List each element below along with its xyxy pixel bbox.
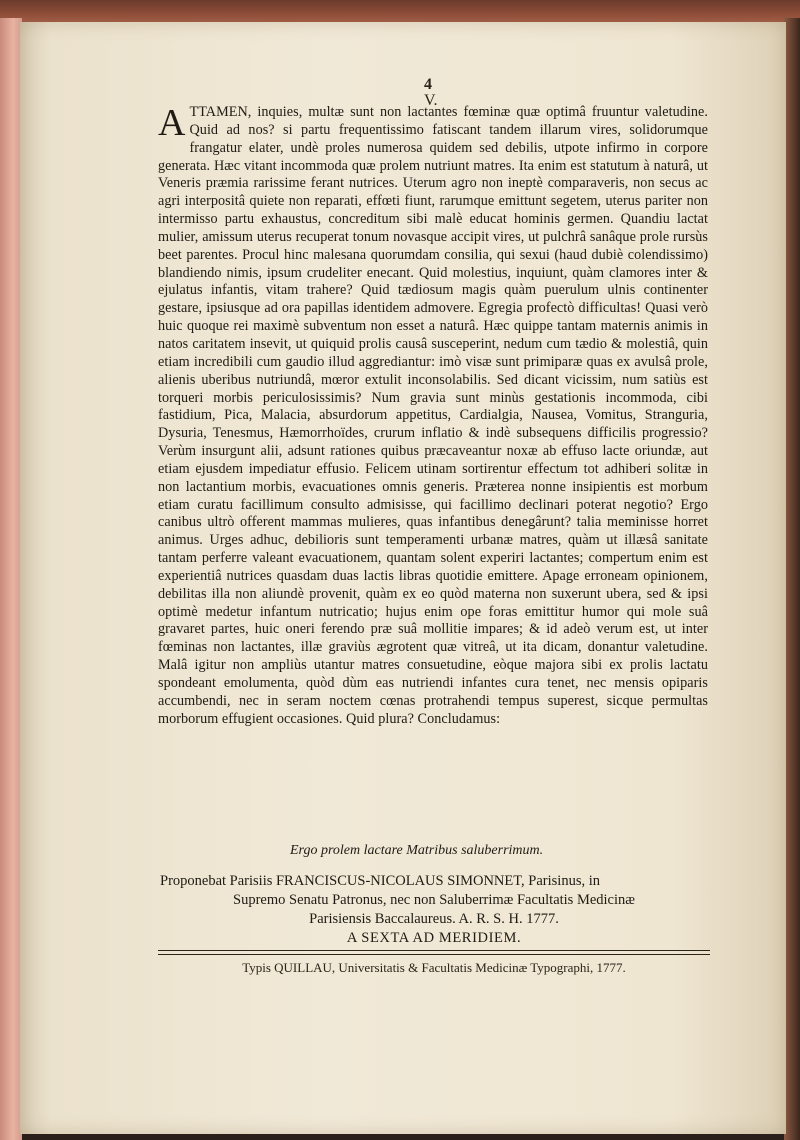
body-paragraph <box>158 104 708 729</box>
drop-cap: A <box>158 102 186 144</box>
defense-line-4: A SEXTA AD MERIDIEM. <box>346 930 522 946</box>
printer-imprint: Typis QUILLAU, Universitatis & Facultatis Medicinæ Typographi, 1777. <box>242 960 626 975</box>
paragraph-text: TTAMEN, inquies, multæ sunt non lactantes fœminæ quæ optimâ fruuntur valetudine. Quid ad nos? si partu frequentissimo fatiscant tandem illarum vires, solidorumque frangatur elater, undè proles numerosa quidem sed debilis, utpote infirmo in corpore generata. Hæc vitant incommoda quæ prolem nutriunt matres. Ita enim est statutum à naturâ, ut Veneris præmia rarissime ferant nutrices. Uterum agro non ineptè comparaveris, non secus ac agri interpositâ quiete non reparati, effœti fiunt, rarumque emittunt segetem, uterus pariter non intermisso partu exhaustus, concreditum sibi malè educat hominis germen. Quandiu lactat mulier, amissum uterus recuperat tonum novasque accipit vires, ut pulchrâ sanâque prole rursùs beet parentes. Procul hinc malesana quorumdam consilia, qui sexui (haud dubiè colendissimo) blandiendo nimis, ipsum crudeliter enecant. Quid molestius, inquiunt, quàm clamores inter & ejulatus infantis, vitam trahere? Quid tædiosum magis quàm puerulum ulnis continenter gestare, ipsiusque ad ora papillas identidem admovere. Egregia profectò difficultas! Quasi verò huic quoque rei maximè subventum non esset a naturâ. Hæc quippe tantam maternis animis in natos caritatem insevit, ut quiquid prolis causâ susceperint, nedum cum tædio & molestiâ, quin etiam incredibili cum gaudio illud aggrediantur: imò visæ sunt primiparæ quas ex avulsâ prole, alienis uberibus nutriundâ, mœror extulit inconsolabilis. Sed dicant vicissim, num satiùs est torqueri morbis periculosissimis? Num gravia sunt minùs gestationis incommoda, cibi fastidium, Pica, Malacia, absurdorum appetitus, Cardialgia, Nausea, Vomitus, Stranguria, Dysuria, Tenesmus, Hæmorrhoïdes, crurum inflatio & indè subsequens difficilis progressio? Verùm insurgunt alii, adsunt rationes quibus præcaveantur noxæ ab effuso lacte oriundæ, aut etiam ejusdem impediatur effusio. Felicem utinam sortirentur effectum tot adhiberi solitæ in non lactantium morbis, evacuationes omnis generis. Præterea nonne insipientis est morbum etiam curatu facillimum consulto admisisse, qui facillimo declinari poterat negotio? Ergo canibus ultrò offerent mammas mulieres, quas infantibus denegârunt? talia meminisse horret animus. Urges adhuc, debilioris sunt temperamenti urbanæ matres, quàm ut illæsâ sanitate tantam perferre valeant evacuationem, quantam solent experiri lactantes; compertum enim est experientiâ nutrices quasdam duas lactis libras quotidie emittere. Apage erroneam opinionem, debilitas illa non aliundè provenit, quàm ex eo quòd materna non suxerunt ubera, sed & ipsi optimè medetur infantum nutricatio; hujus enim ope foras emittitur humor qui mole suâ gravaret partes, huic oneri ferendo præ suâ mollitie impares; & id adeò verum est, ut inter fœminas non lactantes, illæ graviùs ægrotent quæ vitreâ, ut ita dicam, donantur valetudine. Malâ igitur non ampliùs utantur matres consuetudine, eòque majora sibi ex prolis lactatu spondeant emolumenta, quòd dùm eas nutriendi infantes cura tenet, nec mensis opiparis accumbendi, nec in seram noctem cœnas protrahendi tempus superest, sicque permultas morborum effugient occasiones. Quid plura? Concludamus: <box>158 104 708 727</box>
defense-line-2: Supremo Senatu Patronus, nec non Saluberrimæ Facultatis Medicinæ <box>233 892 635 908</box>
defense-line-3: Parisiensis Baccalaureus. A. R. S. H. 1777. <box>309 911 559 927</box>
page-number: 4 <box>424 76 432 93</box>
book-cover-left <box>0 18 22 1140</box>
conclusion-line: Ergo prolem lactare Matribus saluberrimum. <box>290 843 544 858</box>
book-cover-right <box>784 18 800 1140</box>
defense-line-1: Proponebat Parisiis FRANCISCUS-NICOLAUS SIMONNET, Parisinus, in <box>160 873 600 889</box>
defense-notice <box>160 872 708 948</box>
divider-rule <box>158 950 710 955</box>
thesis-number: V. <box>424 92 438 109</box>
